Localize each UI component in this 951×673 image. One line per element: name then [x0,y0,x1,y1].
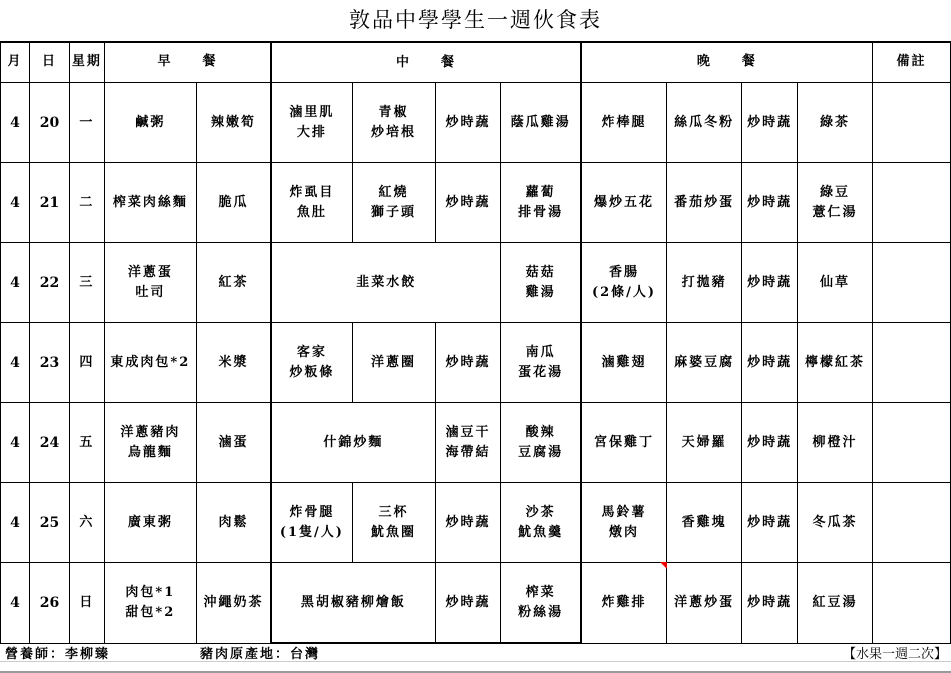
dinner-cell: 炒時蔬 [742,163,798,243]
dinner-cell: 麻婆豆腐 [667,323,742,403]
remarks-cell [872,403,950,483]
dinner-cell: 仙草 [798,243,873,323]
lunch-cell: 黑胡椒豬柳燴飯 [271,563,435,644]
lunch-cell: 炒時蔬 [435,163,501,243]
fruit-note: 【水果一週二次】 [842,647,947,662]
day-cell: 24 [29,403,69,483]
lunch-cell: 滷里肌 大排 [271,83,352,163]
weekday-cell: 日 [69,563,104,644]
day-cell: 20 [29,83,69,163]
dinner-cell: 炸雞排 [581,563,667,644]
dinner-cell: 炒時蔬 [742,563,798,644]
dinner-cell: 炒時蔬 [742,483,798,563]
breakfast-cell: 鹹粥 [104,83,196,163]
breakfast-cell: 肉包*1 甜包*2 [104,563,196,644]
header-remarks: 備註 [872,42,950,83]
dinner-cell: 紅豆湯 [798,563,873,644]
breakfast-cell: 滷蛋 [196,403,271,483]
dinner-cell: 綠豆 薏仁湯 [798,163,873,243]
remarks-cell [872,83,950,163]
dinner-cell: 天婦羅 [667,403,742,483]
lunch-cell: 紅燒 獅子頭 [352,163,435,243]
lunch-cell: 南瓜 蛋花湯 [501,323,581,403]
weekday-cell: 三 [69,243,104,323]
dinner-cell: 爆炒五花 [581,163,667,243]
breakfast-cell: 脆瓜 [196,163,271,243]
header-month: 月 [1,42,30,83]
breakfast-cell: 榨菜肉絲麵 [104,163,196,243]
header-row [1,42,951,83]
dinner-cell: 檸檬紅茶 [798,323,873,403]
header-lunch: 中 餐 [271,42,581,83]
dinner-cell: 柳橙汁 [798,403,873,483]
dinner-cell: 炒時蔬 [742,403,798,483]
remarks-cell [872,483,950,563]
menu-table [0,41,951,644]
dinner-cell: 洋蔥炒蛋 [667,563,742,644]
lunch-cell: 什錦炒麵 [271,403,435,483]
weekday-cell: 一 [69,83,104,163]
breakfast-cell: 辣嫩筍 [196,83,271,163]
dinner-cell: 絲瓜冬粉 [667,83,742,163]
table-row [1,403,951,483]
lunch-cell: 韭菜水餃 [271,243,501,323]
month-cell: 4 [1,83,30,163]
lunch-cell: 蔭瓜雞湯 [501,83,581,163]
dinner-cell: 宮保雞丁 [581,403,667,483]
table-row [1,483,951,563]
breakfast-cell: 東成肉包*2 [104,323,196,403]
dinner-cell: 滷雞翅 [581,323,667,403]
table-row [1,243,951,323]
lunch-cell: 沙茶 魷魚羹 [501,483,581,563]
lunch-cell: 蘿蔔 排骨湯 [501,163,581,243]
breakfast-cell: 洋蔥蛋 吐司 [104,243,196,323]
dinner-cell: 炒時蔬 [742,83,798,163]
breakfast-cell: 米漿 [196,323,271,403]
lunch-cell: 酸辣 豆腐湯 [501,403,581,483]
day-cell: 21 [29,163,69,243]
month-cell: 4 [1,563,30,644]
month-cell: 4 [1,243,30,323]
breakfast-cell: 洋蔥豬肉 烏龍麵 [104,403,196,483]
breakfast-cell: 紅茶 [196,243,271,323]
remarks-cell [872,563,950,644]
lunch-cell: 青椒 炒培根 [352,83,435,163]
weekday-cell: 五 [69,403,104,483]
dinner-cell: 香雞塊 [667,483,742,563]
breakfast-cell: 沖繩奶茶 [196,563,271,644]
weekday-cell: 四 [69,323,104,403]
remarks-cell [872,163,950,243]
dinner-cell: 炸棒腿 [581,83,667,163]
header-dinner: 晚 餐 [581,42,873,83]
cut-off-row [0,662,951,673]
dietitian: 營養師：李柳臻 [5,647,111,662]
page-title: 敦品中學學生一週伙食表 [0,0,951,42]
month-cell: 4 [1,323,30,403]
lunch-cell: 三杯 魷魚圈 [352,483,435,563]
dinner-cell: 香腸 (2條/人) [581,243,667,323]
footer [0,642,951,662]
dinner-cell: 炒時蔬 [742,323,798,403]
comment-indicator[interactable] [660,562,667,569]
weekday-cell: 六 [69,483,104,563]
header-day: 日 [29,42,69,83]
pork-origin: 豬肉原產地：台灣 [200,647,321,662]
lunch-cell: 炒時蔬 [435,563,501,644]
table-row [1,563,951,644]
lunch-cell: 菇菇 雞湯 [501,243,581,323]
breakfast-cell: 廣東粥 [104,483,196,563]
lunch-cell: 炸骨腿 (1隻/人) [271,483,352,563]
lunch-cell: 榨菜 粉絲湯 [501,563,581,644]
dinner-cell: 馬鈴薯 燉肉 [581,483,667,563]
table-row [1,83,951,163]
lunch-cell: 炒時蔬 [435,83,501,163]
lunch-cell: 炒時蔬 [435,483,501,563]
day-cell: 25 [29,483,69,563]
lunch-cell: 炒時蔬 [435,323,501,403]
dinner-cell: 番茄炒蛋 [667,163,742,243]
dinner-cell: 打拋豬 [667,243,742,323]
month-cell: 4 [1,483,30,563]
lunch-cell: 滷豆干 海帶結 [435,403,501,483]
day-cell: 26 [29,563,69,644]
month-cell: 4 [1,163,30,243]
weekday-cell: 二 [69,163,104,243]
breakfast-cell: 肉鬆 [196,483,271,563]
header-weekday: 星期 [69,42,104,83]
month-cell: 4 [1,403,30,483]
dinner-cell: 綠茶 [798,83,873,163]
dinner-cell: 冬瓜茶 [798,483,873,563]
lunch-cell: 炸虱目 魚肚 [271,163,352,243]
table-row [1,163,951,243]
lunch-cell: 洋蔥圈 [352,323,435,403]
dinner-cell: 炒時蔬 [742,243,798,323]
table-row [1,323,951,403]
remarks-cell [872,323,950,403]
remarks-cell [872,243,950,323]
lunch-cell: 客家 炒粄條 [271,323,352,403]
day-cell: 23 [29,323,69,403]
day-cell: 22 [29,243,69,323]
header-breakfast: 早 餐 [104,42,271,83]
